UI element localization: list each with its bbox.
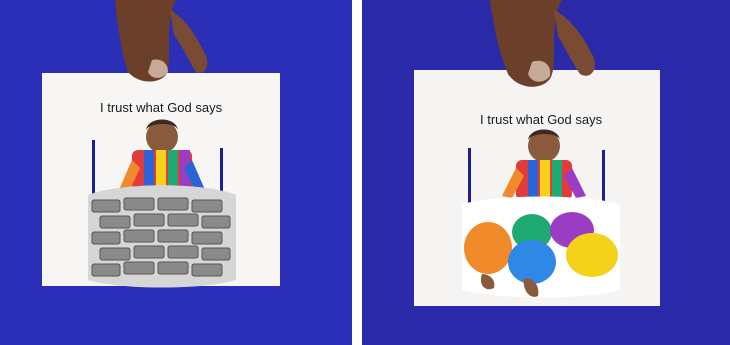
stone-wall	[88, 185, 236, 287]
yellow-figure	[566, 233, 618, 277]
photo-right-canvas	[362, 0, 730, 345]
orange-figure	[464, 222, 512, 274]
caption-text: I trust what God says	[480, 112, 603, 127]
photo-right	[362, 0, 730, 345]
photo-left	[0, 0, 352, 345]
photo-left-canvas	[0, 0, 352, 345]
bowing-brothers-panel	[462, 197, 620, 298]
caption-text: I trust what God says	[100, 100, 223, 115]
blue-figure	[508, 240, 556, 284]
